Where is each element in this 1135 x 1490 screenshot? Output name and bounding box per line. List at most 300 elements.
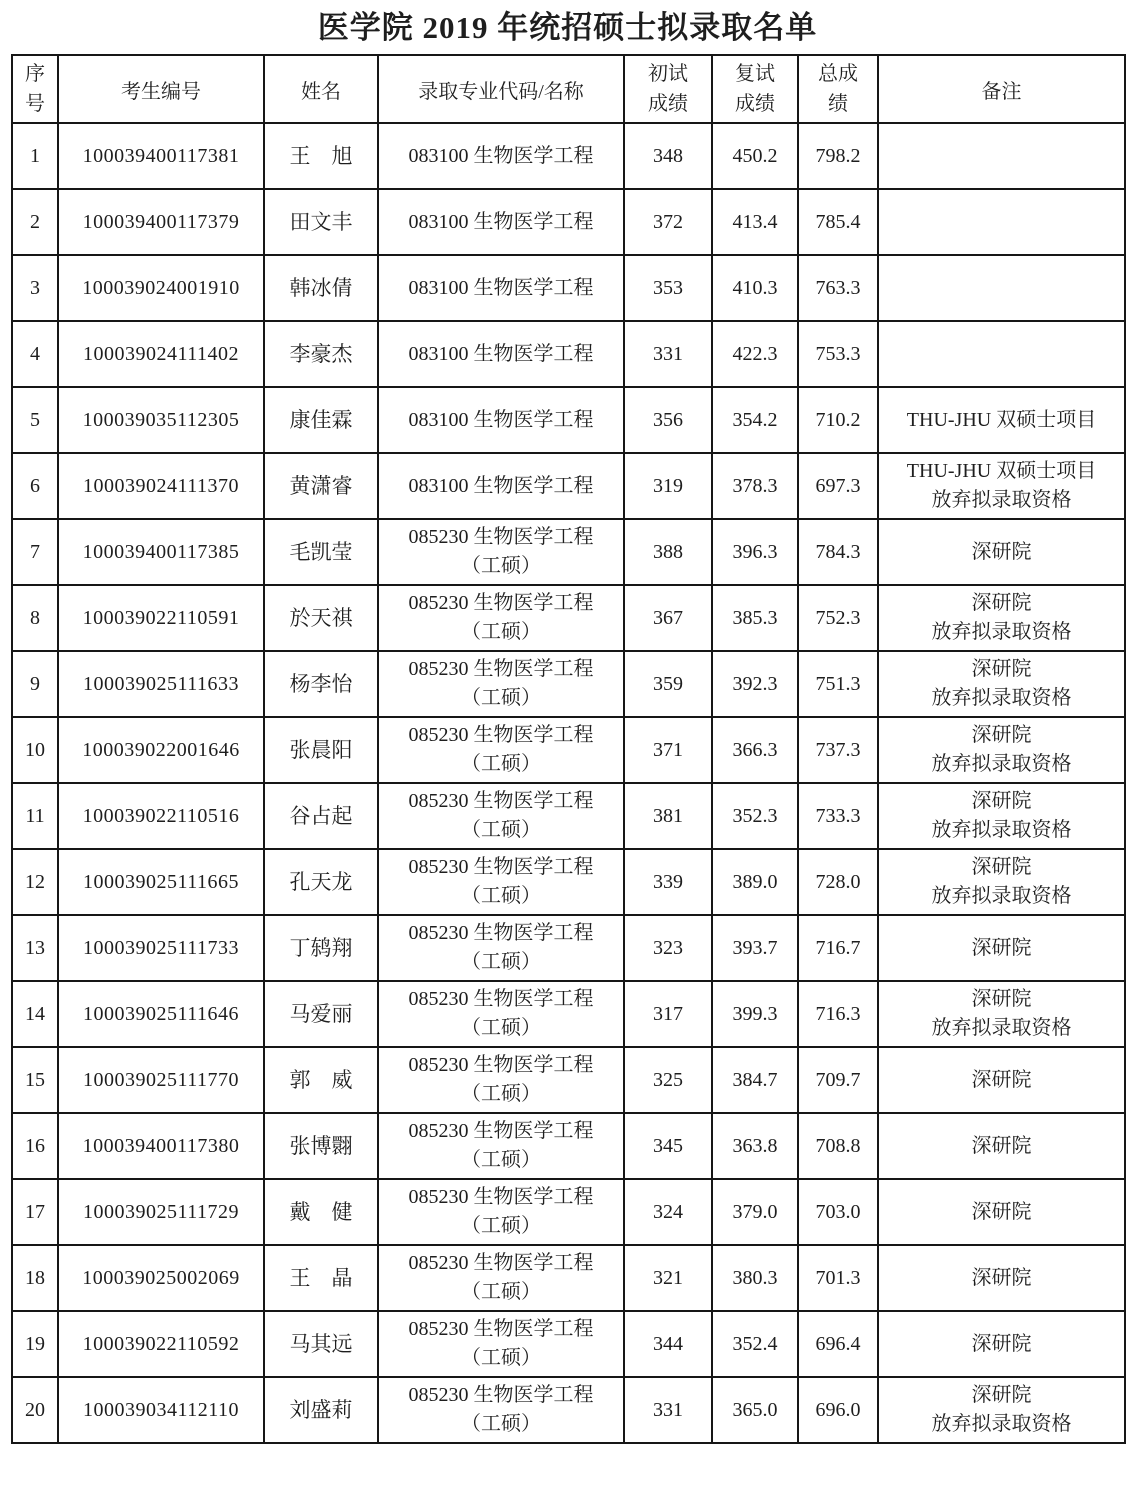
row-number-text: 15 [25, 1068, 45, 1091]
initial-score-text: 381 [653, 804, 683, 827]
total-score-text: 763.3 [815, 276, 861, 299]
major-text: 085230 生物医学工程 [408, 526, 594, 548]
candidate-name-text: 刘盛莉 [289, 1397, 353, 1422]
initial-score [624, 585, 712, 651]
row-number [12, 189, 58, 255]
total-score-text: 737.3 [815, 738, 861, 761]
remark [878, 1377, 1125, 1443]
candidate-name-text: 杨李怡 [289, 671, 353, 696]
major [378, 123, 624, 189]
remark-text: 深研院 [971, 1384, 1032, 1406]
candidate-name-text: 李豪杰 [289, 341, 353, 366]
candidate-id [58, 321, 264, 387]
row-number [12, 717, 58, 783]
col-header-retest-score-line1: 复试 [735, 63, 775, 85]
table-row [12, 783, 1125, 849]
total-score-text: 708.8 [815, 1134, 861, 1157]
retest-score-text: 378.3 [732, 474, 778, 497]
candidate-name [264, 1047, 378, 1113]
row-number-text: 16 [25, 1134, 45, 1157]
candidate-name-text: 马爱丽 [289, 1001, 353, 1026]
candidate-name-text: 谷占起 [289, 803, 353, 828]
candidate-id-text: 100039022110592 [82, 1332, 240, 1355]
candidate-id [58, 453, 264, 519]
initial-score-text: 371 [653, 738, 683, 761]
candidate-name-text: 王 晶 [289, 1265, 353, 1290]
initial-score-text: 356 [653, 408, 683, 431]
major-text: 085230 生物医学工程 [408, 1318, 594, 1340]
remark-text: 深研院 [971, 540, 1032, 563]
major [378, 651, 624, 717]
total-score-text: 710.2 [815, 408, 861, 431]
candidate-name-text: 田文丰 [289, 209, 353, 234]
remark-text: 深研院 [971, 1200, 1032, 1223]
initial-score [624, 717, 712, 783]
candidate-name [264, 1113, 378, 1179]
row-number-text: 19 [25, 1332, 45, 1355]
candidate-name [264, 387, 378, 453]
table-row [12, 915, 1125, 981]
total-score [798, 1245, 878, 1311]
initial-score [624, 387, 712, 453]
total-score [798, 849, 878, 915]
major-text: 083100 生物医学工程 [408, 276, 594, 299]
total-score [798, 585, 878, 651]
candidate-name-text: 马其远 [289, 1331, 353, 1356]
candidate-name [264, 585, 378, 651]
initial-score [624, 453, 712, 519]
candidate-id [58, 1179, 264, 1245]
major-text: 085230 生物医学工程 [408, 592, 594, 614]
candidate-name-text: 戴 健 [289, 1199, 353, 1224]
initial-score-text: 331 [653, 342, 683, 365]
row-number [12, 1245, 58, 1311]
candidate-name [264, 1311, 378, 1377]
candidate-name [264, 717, 378, 783]
total-score-text: 753.3 [815, 342, 861, 365]
total-score-text: 703.0 [815, 1200, 861, 1223]
col-header-initial-score [624, 55, 712, 123]
candidate-id-text: 100039022110516 [82, 804, 240, 827]
row-number-text: 7 [30, 540, 40, 563]
table-row [12, 519, 1125, 585]
remark-text: 放弃拟录取资格 [931, 819, 1072, 841]
retest-score [712, 915, 798, 981]
col-header-no-line1: 序 [25, 63, 45, 85]
retest-score-text: 352.4 [732, 1332, 778, 1355]
total-score [798, 453, 878, 519]
retest-score [712, 1377, 798, 1443]
candidate-name-text: 张博翾 [289, 1133, 353, 1158]
total-score [798, 321, 878, 387]
total-score [798, 387, 878, 453]
retest-score [712, 717, 798, 783]
total-score [798, 1311, 878, 1377]
col-header-total-score-line2: 绩 [828, 93, 848, 115]
candidate-name [264, 123, 378, 189]
remark [878, 123, 1125, 189]
total-score [798, 981, 878, 1047]
remark-text: 放弃拟录取资格 [931, 687, 1072, 709]
major-text: （工硕） [461, 1083, 541, 1105]
initial-score-text: 367 [653, 606, 683, 629]
initial-score-text: 348 [653, 144, 683, 167]
remark [878, 1179, 1125, 1245]
major [378, 1179, 624, 1245]
candidate-name [264, 321, 378, 387]
major-text: 083100 生物医学工程 [408, 408, 594, 431]
candidate-id [58, 717, 264, 783]
initial-score [624, 651, 712, 717]
row-number-text: 13 [25, 936, 45, 959]
retest-score [712, 1311, 798, 1377]
major [378, 783, 624, 849]
candidate-name [264, 1245, 378, 1311]
retest-score [712, 453, 798, 519]
major-text: 083100 生物医学工程 [408, 144, 594, 167]
retest-score [712, 189, 798, 255]
initial-score [624, 783, 712, 849]
major-text: （工硕） [461, 687, 541, 709]
initial-score [624, 1377, 712, 1443]
major [378, 255, 624, 321]
major-text: （工硕） [461, 819, 541, 841]
remark [878, 849, 1125, 915]
major-text: （工硕） [461, 621, 541, 643]
retest-score-text: 396.3 [732, 540, 778, 563]
candidate-id-text: 100039022110591 [82, 606, 240, 629]
remark-text: 深研院 [971, 790, 1032, 812]
initial-score-text: 388 [653, 540, 683, 563]
row-number-text: 4 [30, 342, 40, 365]
initial-score-text: 321 [653, 1266, 683, 1289]
remark-text: 深研院 [971, 936, 1032, 959]
remark [878, 321, 1125, 387]
candidate-id [58, 1311, 264, 1377]
major-text: 085230 生物医学工程 [408, 922, 594, 944]
retest-score [712, 321, 798, 387]
initial-score-text: 331 [653, 1398, 683, 1421]
retest-score [712, 651, 798, 717]
col-header-no-line2: 号 [25, 93, 45, 115]
retest-score [712, 585, 798, 651]
major [378, 849, 624, 915]
retest-score [712, 981, 798, 1047]
table-row [12, 453, 1125, 519]
row-number-text: 8 [30, 606, 40, 629]
row-number [12, 783, 58, 849]
major [378, 1113, 624, 1179]
candidate-id-text: 100039034112110 [82, 1398, 239, 1421]
col-header-candidate-id: 考生编号 [58, 55, 264, 123]
table-header [12, 55, 1125, 123]
candidate-id-text: 100039025111633 [82, 672, 239, 695]
row-number [12, 321, 58, 387]
row-number-text: 1 [30, 144, 40, 167]
candidate-id-text: 100039025111733 [82, 936, 239, 959]
candidate-name-text: 孔天龙 [289, 869, 353, 894]
total-score [798, 255, 878, 321]
initial-score-text: 359 [653, 672, 683, 695]
major [378, 1047, 624, 1113]
candidate-id [58, 783, 264, 849]
candidate-name [264, 189, 378, 255]
row-number-text: 5 [30, 408, 40, 431]
col-header-initial-score-line1: 初试 [648, 63, 688, 85]
row-number [12, 849, 58, 915]
table-row [12, 651, 1125, 717]
remark-text: 深研院 [971, 856, 1032, 878]
retest-score-text: 366.3 [732, 738, 778, 761]
remark [878, 255, 1125, 321]
major-text: 083100 生物医学工程 [408, 342, 594, 365]
remark [878, 1113, 1125, 1179]
major [378, 453, 624, 519]
candidate-id-text: 100039025111646 [82, 1002, 239, 1025]
table-row [12, 849, 1125, 915]
initial-score-text: 325 [653, 1068, 683, 1091]
initial-score-text: 339 [653, 870, 683, 893]
initial-score-text: 345 [653, 1134, 683, 1157]
major [378, 585, 624, 651]
major-text: （工硕） [461, 555, 541, 577]
initial-score-text: 323 [653, 936, 683, 959]
candidate-id [58, 255, 264, 321]
remark-text: THU-JHU 双硕士项目 [906, 460, 1097, 482]
remark [878, 387, 1125, 453]
remark-text: 深研院 [971, 1134, 1032, 1157]
major [378, 717, 624, 783]
major-text: （工硕） [461, 1413, 541, 1435]
candidate-name-text: 黄潇睿 [289, 473, 353, 498]
remark-text: 放弃拟录取资格 [931, 489, 1072, 511]
col-header-total-score [798, 55, 878, 123]
candidate-id [58, 651, 264, 717]
retest-score-text: 352.3 [732, 804, 778, 827]
major-text: （工硕） [461, 1281, 541, 1303]
total-score-text: 733.3 [815, 804, 861, 827]
remark [878, 453, 1125, 519]
candidate-name-text: 张晨阳 [289, 737, 353, 762]
retest-score-text: 385.3 [732, 606, 778, 629]
row-number-text: 6 [30, 474, 40, 497]
row-number-text: 10 [25, 738, 45, 761]
candidate-id-text: 100039400117380 [82, 1134, 240, 1157]
initial-score [624, 1179, 712, 1245]
row-number [12, 1047, 58, 1113]
candidate-name [264, 849, 378, 915]
major-text: 083100 生物医学工程 [408, 210, 594, 233]
retest-score-text: 413.4 [732, 210, 778, 233]
initial-score [624, 1245, 712, 1311]
candidate-id [58, 585, 264, 651]
remark-text: 放弃拟录取资格 [931, 753, 1072, 775]
candidate-id [58, 123, 264, 189]
row-number [12, 255, 58, 321]
retest-score-text: 422.3 [732, 342, 778, 365]
total-score [798, 915, 878, 981]
row-number [12, 1113, 58, 1179]
total-score-text: 752.3 [815, 606, 861, 629]
retest-score [712, 1179, 798, 1245]
row-number [12, 915, 58, 981]
major-text: 085230 生物医学工程 [408, 1120, 594, 1142]
total-score [798, 1113, 878, 1179]
total-score-text: 696.4 [815, 1332, 861, 1355]
remark [878, 519, 1125, 585]
major-text: 085230 生物医学工程 [408, 1186, 594, 1208]
total-score-text: 696.0 [815, 1398, 861, 1421]
row-number-text: 14 [25, 1002, 45, 1025]
retest-score [712, 1113, 798, 1179]
initial-score-text: 372 [653, 210, 683, 233]
table-row [12, 387, 1125, 453]
initial-score [624, 189, 712, 255]
row-number [12, 981, 58, 1047]
table-row [12, 1179, 1125, 1245]
major-text: （工硕） [461, 1017, 541, 1039]
remark [878, 585, 1125, 651]
remark [878, 651, 1125, 717]
retest-score-text: 392.3 [732, 672, 778, 695]
retest-score [712, 1245, 798, 1311]
table-row [12, 1311, 1125, 1377]
major-text: 085230 生物医学工程 [408, 988, 594, 1010]
table-row [12, 189, 1125, 255]
major-text: 085230 生物医学工程 [408, 1252, 594, 1274]
major-text: 085230 生物医学工程 [408, 1384, 594, 1406]
retest-score-text: 380.3 [732, 1266, 778, 1289]
row-number [12, 585, 58, 651]
table-row [12, 717, 1125, 783]
table-row [12, 1245, 1125, 1311]
candidate-id [58, 1113, 264, 1179]
major-text: （工硕） [461, 1347, 541, 1369]
candidate-id [58, 1245, 264, 1311]
retest-score-text: 384.7 [732, 1068, 778, 1091]
row-number [12, 651, 58, 717]
candidate-id-text: 100039400117381 [82, 144, 240, 167]
initial-score [624, 1113, 712, 1179]
major-text: （工硕） [461, 753, 541, 775]
major-text: 085230 生物医学工程 [408, 790, 594, 812]
initial-score-text: 317 [653, 1002, 683, 1025]
total-score [798, 651, 878, 717]
candidate-id-text: 100039400117379 [82, 210, 240, 233]
candidate-id-text: 100039024001910 [82, 276, 240, 299]
candidate-name [264, 783, 378, 849]
candidate-name-text: 康佳霖 [289, 407, 353, 432]
remark-text: 放弃拟录取资格 [931, 885, 1072, 907]
total-score-text: 798.2 [815, 144, 861, 167]
table-row [12, 585, 1125, 651]
retest-score-text: 450.2 [732, 144, 778, 167]
total-score-text: 716.7 [815, 936, 861, 959]
total-score [798, 123, 878, 189]
col-header-initial-score-line2: 成绩 [648, 93, 688, 115]
table-row [12, 1377, 1125, 1443]
remark [878, 717, 1125, 783]
candidate-id-text: 100039035112305 [82, 408, 240, 431]
total-score [798, 1179, 878, 1245]
total-score [798, 1047, 878, 1113]
retest-score-text: 365.0 [732, 1398, 778, 1421]
major-text: （工硕） [461, 1215, 541, 1237]
candidate-name [264, 1179, 378, 1245]
remark-text: 深研院 [971, 1266, 1032, 1289]
col-header-major: 录取专业代码/名称 [378, 55, 624, 123]
table-row [12, 1047, 1125, 1113]
candidate-id-text: 100039024111370 [82, 474, 239, 497]
major-text: （工硕） [461, 1149, 541, 1171]
remark [878, 981, 1125, 1047]
initial-score [624, 1047, 712, 1113]
initial-score [624, 519, 712, 585]
initial-score [624, 915, 712, 981]
initial-score [624, 123, 712, 189]
col-header-total-score-line1: 总成 [818, 63, 858, 85]
col-header-remark: 备注 [878, 55, 1125, 123]
remark [878, 1245, 1125, 1311]
retest-score-text: 354.2 [732, 408, 778, 431]
candidate-name [264, 255, 378, 321]
total-score-text: 751.3 [815, 672, 861, 695]
row-number [12, 1311, 58, 1377]
major [378, 1377, 624, 1443]
retest-score [712, 387, 798, 453]
retest-score [712, 849, 798, 915]
candidate-id-text: 100039025111729 [82, 1200, 239, 1223]
row-number [12, 123, 58, 189]
row-number-text: 20 [25, 1398, 45, 1421]
remark [878, 783, 1125, 849]
candidate-name-text: 王 旭 [289, 143, 353, 168]
remark [878, 915, 1125, 981]
candidate-id [58, 915, 264, 981]
candidate-name-text: 韩冰倩 [289, 275, 353, 300]
candidate-id-text: 100039025111665 [82, 870, 239, 893]
major [378, 387, 624, 453]
major [378, 981, 624, 1047]
candidate-id [58, 849, 264, 915]
candidate-id-text: 100039025111770 [82, 1068, 239, 1091]
major [378, 519, 624, 585]
retest-score [712, 123, 798, 189]
retest-score [712, 783, 798, 849]
initial-score [624, 321, 712, 387]
admission-table [11, 54, 1126, 1444]
candidate-id [58, 1377, 264, 1443]
total-score [798, 1377, 878, 1443]
candidate-name-text: 丁鸫翔 [289, 935, 353, 960]
col-header-retest-score [712, 55, 798, 123]
initial-score [624, 255, 712, 321]
row-number-text: 12 [25, 870, 45, 893]
retest-score-text: 393.7 [732, 936, 778, 959]
row-number [12, 1377, 58, 1443]
remark-text: 深研院 [971, 1068, 1032, 1091]
major [378, 1245, 624, 1311]
remark [878, 1311, 1125, 1377]
candidate-name [264, 1377, 378, 1443]
table-row [12, 981, 1125, 1047]
candidate-id [58, 1047, 264, 1113]
retest-score-text: 363.8 [732, 1134, 778, 1157]
candidate-id [58, 189, 264, 255]
row-number [12, 453, 58, 519]
remark-text: 深研院 [971, 988, 1032, 1010]
candidate-id-text: 100039400117385 [82, 540, 240, 563]
